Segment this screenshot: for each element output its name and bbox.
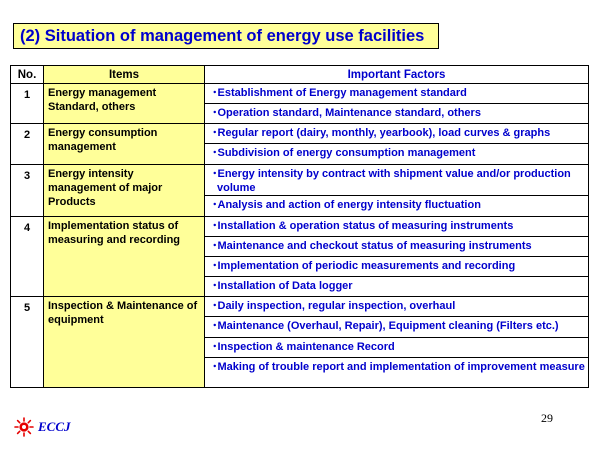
- header-factors: Important Factors: [205, 66, 589, 84]
- factor-cell: ･Inspection & maintenance Record: [205, 338, 589, 358]
- factor-cell: ･Maintenance (Overhaul, Repair), Equipment cleaning (Filters etc.): [205, 317, 589, 338]
- table-row: [11, 84, 589, 104]
- factor-cell: ･Analysis and action of energy intensity fluctuation: [205, 196, 589, 217]
- table-row: [11, 165, 589, 196]
- header-no: No.: [11, 66, 44, 84]
- factor-cell: ･Establishment of Energy management standard: [205, 84, 589, 104]
- row-number: 3: [11, 165, 44, 217]
- factor-cell: ･Regular report (dairy, monthly, yearbook), load curves & graphs: [205, 124, 589, 144]
- slide-title: (2) Situation of management of energy use facilities: [13, 23, 439, 49]
- factor-cell: ･Maintenance and checkout status of measuring instruments: [205, 237, 589, 257]
- factor-cell: ･Implementation of periodic measurements and recording: [205, 257, 589, 277]
- row-number: 2: [11, 124, 44, 165]
- eccj-logo: [14, 416, 71, 438]
- row-number: 4: [11, 217, 44, 297]
- row-item: Energy intensity management of major Products: [44, 165, 205, 217]
- row-number: 5: [11, 297, 44, 388]
- header-items: Items: [44, 66, 205, 84]
- row-item: Energy consumption management: [44, 124, 205, 165]
- eccj-sun-logo-icon: [14, 417, 34, 437]
- row-item: Implementation status of measuring and recording: [44, 217, 205, 297]
- table-row: [11, 297, 589, 317]
- row-item: Energy management Standard, others: [44, 84, 205, 124]
- factor-cell: ･Energy intensity by contract with shipment value and/or production volume: [205, 165, 589, 196]
- table-header-row: [11, 66, 589, 84]
- factor-cell: ･Daily inspection, regular inspection, overhaul: [205, 297, 589, 317]
- row-item: Inspection & Maintenance of equipment: [44, 297, 205, 388]
- factor-cell: ･Operation standard, Maintenance standard, others: [205, 104, 589, 124]
- factor-cell: ･Installation of Data logger: [205, 277, 589, 297]
- factor-cell: ･Installation & operation status of measuring instruments: [205, 217, 589, 237]
- facilities-table: [10, 65, 589, 388]
- factor-cell: ･Subdivision of energy consumption management: [205, 144, 589, 165]
- logo-text: ECCJ: [38, 419, 71, 434]
- table-row: [11, 124, 589, 144]
- table-row: [11, 217, 589, 237]
- factor-cell: ･Making of trouble report and implementation of improvement measure: [205, 358, 589, 388]
- page-number: 29: [541, 411, 553, 425]
- row-number: 1: [11, 84, 44, 124]
